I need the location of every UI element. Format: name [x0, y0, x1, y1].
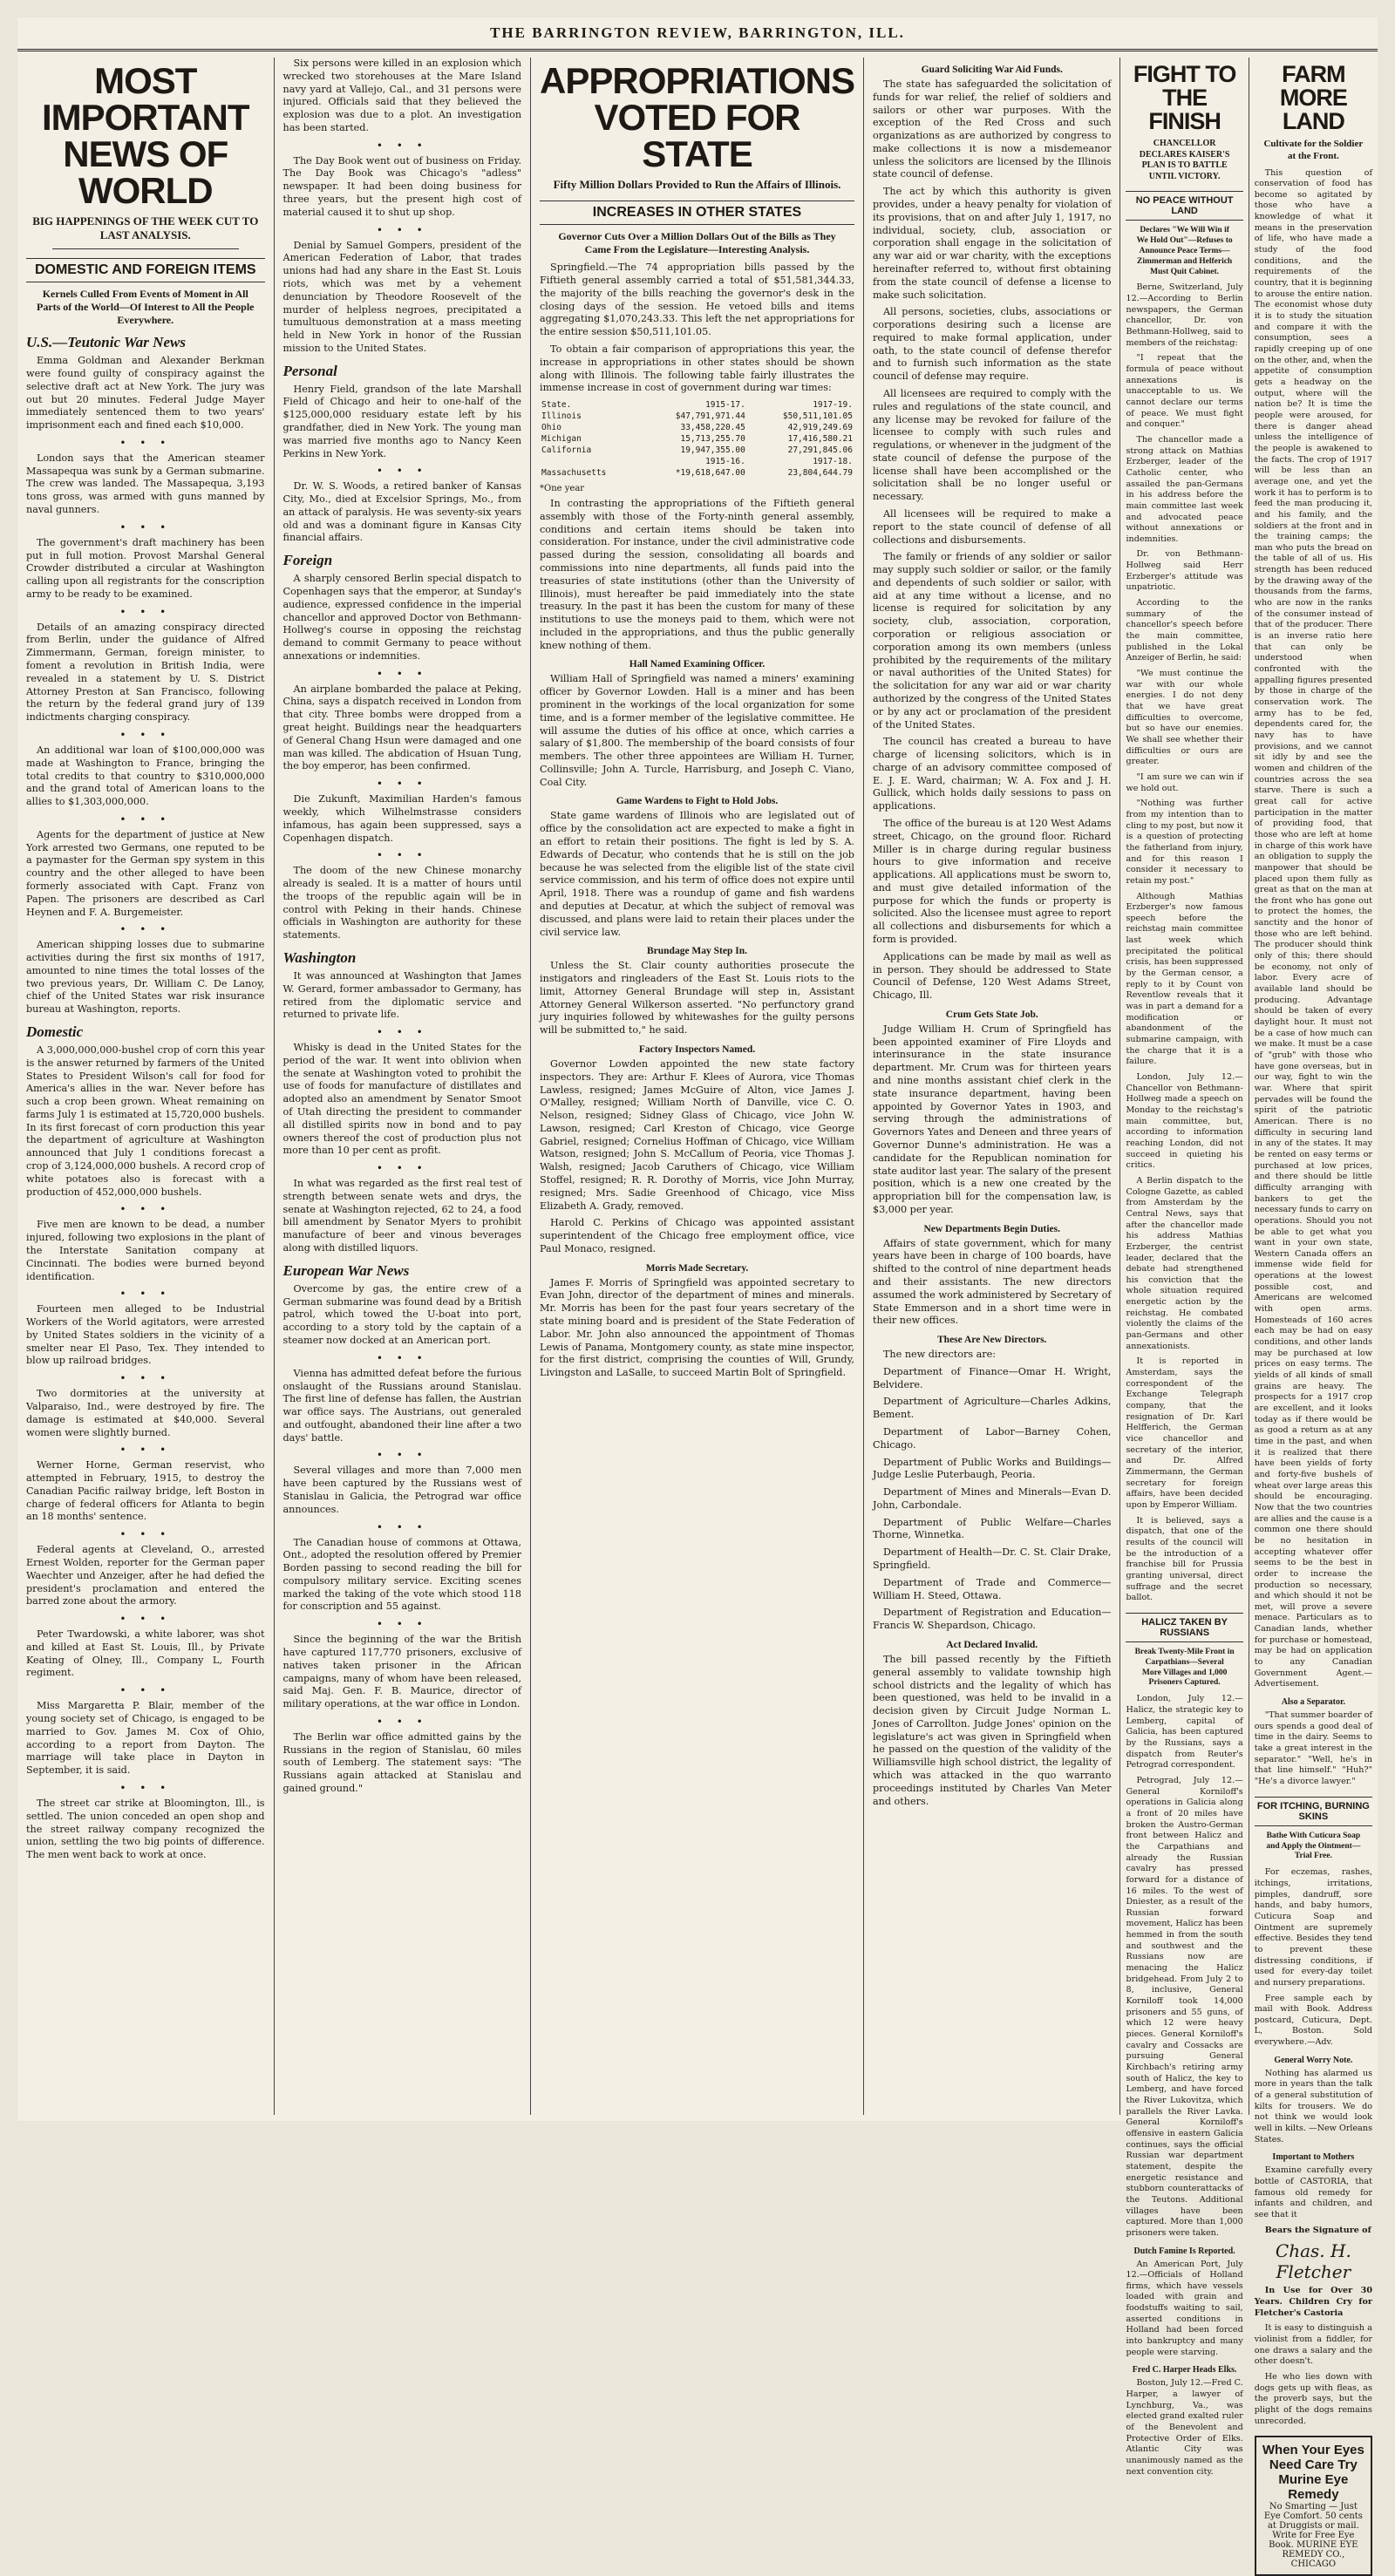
- divider-dots: • • •: [119, 812, 172, 826]
- table-cell: 27,291,845.06: [787, 445, 853, 456]
- table-header: 1915-17.: [705, 400, 745, 411]
- article-paragraph: For eczemas, rashes, itchings, irritations, pimples, dandruff, sore hands, and baby humors, Cuticura Soap and Ointment are supremely effective. Besides they tend to prevent these distressing conditions, if used for every-day toilet and nursery preparations.: [1254, 1867, 1372, 1988]
- headline-appropriations: APPROPRIATIONS VOTED FOR STATE: [540, 60, 854, 174]
- table-note: *One year: [540, 484, 585, 494]
- table-row: [540, 433, 854, 445]
- deck-increases: INCREASES IN OTHER STATES: [540, 201, 854, 225]
- column-2: [275, 58, 532, 2115]
- deck-kernels: Kernels Culled From Events of Moment in All Parts of the World—Of Interest to All the People Everywhere.: [36, 288, 255, 327]
- subhead-new-departments: New Departments Begin Duties.: [923, 1223, 1060, 1234]
- table-cell: 1917-18.: [813, 457, 853, 467]
- divider-dots: • • •: [376, 1715, 428, 1728]
- article-paragraph: Dr. von Bethmann-Hollweg said Herr Erzberger's attitude was unpatriotic.: [1126, 549, 1243, 593]
- subhead-foreign: Foreign: [282, 552, 333, 569]
- article-paragraph: It was announced at Washington that James W. Gerard, former ambassador to Germany, has retired from the diplomatic service and returned to private life.: [282, 969, 522, 1021]
- table-row: [540, 445, 854, 456]
- director-entry: Department of Agriculture—Charles Adkins, Bement.: [872, 1396, 1112, 1421]
- article-paragraph: The doom of the new Chinese monarchy already is sealed. It is a matter of hours until the troops of the republic again will be in control with Peking in their hands. Chinese officials in Washington are authority for these statements.: [282, 865, 522, 941]
- divider-dots: • • •: [119, 1372, 172, 1385]
- subhead-european-war: European War News: [282, 1261, 410, 1279]
- table-cell: 17,416,580.21: [787, 434, 853, 445]
- subhead-game-wardens: Game Wardens to Fight to Hold Jobs.: [616, 796, 779, 807]
- column-4: [864, 58, 1121, 2115]
- article-paragraph: Miss Margaretta P. Blair, member of the young society set of Chicago, is engaged to be married to Gov. James M. Cox of Ohio, according to a report from Dayton. The marriage will take place in Dayton in September, it is said.: [26, 1700, 265, 1777]
- table-row: [540, 411, 854, 422]
- murine-ad-headline: When Your Eyes Need Care Try Murine Eye Remedy: [1262, 2443, 1364, 2503]
- divider-dots: • • •: [376, 1162, 428, 1175]
- article-paragraph: A sharply censored Berlin special dispatch to Copenhagen says that the emperor, at Sunday's audience, expressed confidence in the imperial chancellor and approved Doctor von Bethmann-Hollweg's course in opposing the reichstag demand to commit Germany to peace without annexations or indemnities.: [282, 573, 522, 662]
- article-paragraph: The Day Book went out of business on Friday. The Day Book was Chicago's "adless" newspaper. It had been doing business for three years, but the present high cost of material caused it to shut up shop.: [282, 154, 522, 218]
- deck-governor-cuts: Governor Cuts Over a Million Dollars Out of the Bills as They Came From the Legislature—Interesting Analysis.: [558, 230, 836, 256]
- article-paragraph: London, July 12.—Chancellor von Bethmann-Hollweg made a speech on Monday to the reichstag's main committee, but, according to information reaching London, did not succeed in quieting his critics.: [1126, 1072, 1243, 1171]
- table-cell: [540, 456, 640, 467]
- article-paragraph: The council has created a bureau to have charge of licensing solicitors, which is in charge of an advisory committee composed of E. J. E. Ward, chairman; W. A. Fox and J. H. Gullick, which holds daily sessions to pass on applications.: [872, 736, 1112, 812]
- article-paragraph: The state has safeguarded the solicitation of funds for war relief, the relief of soldiers and sailors or other war purposes. With the exception of the Red Cross and such organizations as are authorized by congress to make collections it is now a misdemeanor unless the solicitors are licensed by the Illinois state council of defense.: [872, 78, 1112, 180]
- article-paragraph: Two dormitories at the university at Valparaiso, Ind., were destroyed by fire. The damage is estimated at $40,000. Several women were slightly burned.: [26, 1388, 265, 1438]
- table-cell: Illinois: [541, 411, 582, 422]
- article-paragraph: Governor Lowden appointed the new state factory inspectors. They are: Arthur F. Klees of Aurora, vice Thomas Lawless, resigned; James McGuire of Alton, vice James J. O'Malley, resigned; William North of Danville, vice C. O. Nelson, resigned; Sidney Glass of Chicago, vice John W. Lawson, resigned; Carl Kreston of Chicago, vice George Gabriel, resigned; Cornelius Hoffman of Chicago, vice William Watson, resigned; John S. McCallum of Peoria, vice Thomas J. Walsh, resigned; Jacob Caruthers of Chicago, vice William Stoffel, resigned; R. R. Dorothy of Morris, vice John Murray, resigned; Mrs. Sadie Greenhood of Chicago, vice Miss Elizabeth A. Grady, removed.: [540, 1057, 854, 1212]
- director-entry: Department of Finance—Omar H. Wright, Belvidere.: [872, 1365, 1112, 1390]
- subhead-worry: General Worry Note.: [1274, 2055, 1353, 2065]
- table-cell: 23,804,644.79: [787, 468, 853, 479]
- article-paragraph: Although Mathias Erzberger's now famous speech before the reichstag main committee last week which precipitated the political crisis, has been suppressed by the German censor, a reply to it by Count von Reventlow reveals that it was in part a demand for a modification or abandonment of the submarine campaign, with the charge that it is a failure.: [1126, 891, 1243, 1067]
- deck-no-peace: NO PEACE WITHOUT LAND: [1126, 191, 1242, 221]
- table-cell: 1915-16.: [705, 457, 745, 467]
- article-paragraph: "That summer boarder of ours spends a good deal of time in the dairy. Seems to take a great interest in the separator." "Well, he's in that line himself." "Huh?" "He's a divorce lawyer.": [1254, 1710, 1372, 1786]
- divider-dots: • • •: [376, 1520, 428, 1533]
- table-row: [540, 456, 854, 467]
- article-paragraph: Six persons were killed in an explosion which wrecked two storehouses at the Mare Island navy yard at Vallejo, Cal., and 31 persons were injured. Officials said that they believed the explosion was due to a plot. An investigation has been started.: [282, 58, 522, 133]
- article-paragraph: Die Zukunft, Maximilian Harden's famous weekly, which Wilhelmstrasse considers infamous, has again been suppressed, says a Copenhagen dispatch.: [282, 793, 522, 844]
- deck-fifty-million: Fifty Million Dollars Provided to Run the Affairs of Illinois.: [553, 178, 841, 191]
- subhead-brundage: Brundage May Step In.: [646, 946, 748, 957]
- article-paragraph: Peter Twardowski, a white laborer, was shot and killed at East St. Louis, Ill., by Private Keating of Olney, Ill., Company L, Fourth regiment.: [26, 1628, 265, 1679]
- article-paragraph: A 3,000,000,000-bushel crop of corn this year is the answer returned by farmers of the United States to President Wilson's call for food for America's allies in the war. Never before has such a crop been grown. Wheat remaining on farms July 1 is estimated at 15,720,000 bushels. In its first forecast of corn production this year the department of agriculture at Washington announced that July 1 conditions forecast a crop of 3,124,000,000 bushels. A record crop of white potatoes also is forecast with a production of 452,000,000 bushels.: [26, 1044, 265, 1198]
- table-cell: Massachusetts: [541, 468, 607, 479]
- article-paragraph: An American Port, July 12.—Officials of Holland firms, which have vessels loaded with grain and foodstuffs waiting to sail, asserted conditions in Holland had been forced into bankruptcy and many people were starving.: [1126, 2259, 1243, 2357]
- table-header-row: [540, 399, 854, 411]
- article-paragraph: The Canadian house of commons at Ottawa, Ont., adopted the resolution offered by Premier Borden passing to second reading the bill for compulsory military service. Exciting scenes marked the taking of the vote which stood 118 for conscription and 55 against.: [282, 1536, 522, 1613]
- headline-most-important: MOST IMPORTANT NEWS OF WORLD: [41, 60, 249, 211]
- divider-dots: • • •: [376, 465, 428, 478]
- divider-dots: • • •: [376, 667, 428, 680]
- subhead-crum: Crum Gets State Job.: [945, 1009, 1038, 1020]
- divider-dots: • • •: [376, 1351, 428, 1364]
- subhead-personal: Personal: [282, 362, 337, 379]
- article-paragraph: This question of conservation of food has become so agitated by those who have a knowledge of what it means in the preservation of life, who have made a study of the food conditions, and the requirements of the country, that it is beginning to arouse the entire nation. The economist whose duty it is to study the situation and compare it with the consumption, sees a rapidly creeping up of one on the other, and, when the appetite of consumption gets a headway on the output, where will the nation be? It is time the people were aroused, for there is danger ahead unless the intelligence of the people is awakened to the facts. The crop of 1917 will be less than an average one, and yet the work it has to perform is to feed the man producing it, and his family, and the soldiers at the front and in the training camps; the man who puts the bread on the table of all of us. His strength has been reduced by the drawing away of the thousands from the farms, who are now in the ranks of the consumer instead of that of the producer. There is an inverse ratio here that can only be understood when confronted with the appalling figures presented by those in charge of the conservation work. The army has to be fed, dependents cared for, the navy has to have provisions, and we cannot sit idly by and see the women and children of the countries across the sea starve. There is such a great call for active participation in the matter of providing food, that those who are left at home in charge of this work have an obligation to supply the manpower that should be placed upon them fully as great as that on the man at the front who has gone out to protect the homes, the sanctity and the honor of those who are left behind. The producer should think only of this; there should be economy, not only of labor. Every acre of available land should be producing. Advantage should be taken of every daylight hour. It must not be a case of how much can we make. It must be a case of "grub" with those who have gone overseas, but in our way, fight to win the war. Where that spirit pervades will be found the spirit of the patriotic American. There is no difficulty in securing land in any of the states. It may be rented on easy terms or purchased at low prices, and there should be little difficulty arranging with bankers to get the necessary funds to carry on operations. Should you not be able to get what you want in your own state, Western Canada offers an immense wide field for operations at the lowest possible cost, and Americans are welcomed with open arms. Homesteads of 160 acres each may be had on easy conditions, and other lands may be purchased at low prices on easy terms. The yields of all kinds of small grains are heavy. The prospects for a 1917 crop are excellent, and it looks today as if there would be as good a return as at any time in the past, and when it is realized that there have been yields of forty and forty-five bushels of wheat over large areas this should be encouraging. Now that the two countries are allies and the cause is a common one there should be no hesitation in accepting whatever offer seems to be the best in order to increase the production so necessary, and which should it not be met, will prove a severe menace. Particulars as to Canadian lands, whether for purchase or homestead, may be had on application to any Canadian Government Agent.—Advertisement.: [1254, 167, 1372, 1689]
- divider-dots: • • •: [119, 1528, 172, 1541]
- newspaper-page: [17, 17, 1378, 2570]
- article-paragraph: Federal agents at Cleveland, O., arrested Ernest Wolden, reporter for the German paper Waechter und Anzeiger, after he had defied the president's proclamation and entered the barred zone about the armory.: [26, 1544, 265, 1607]
- article-paragraph: The new directors are:: [882, 1349, 997, 1361]
- article-paragraph: It is easy to distinguish a violinist from a fiddler, for one draws a salary and the other doesn't.: [1254, 2323, 1372, 2367]
- article-paragraph: It is reported in Amsterdam, says the correspondent of the Exchange Telegraph company, that the resignation of Dr. Karl Helfferich, the German vice chancellor and secretary of the interior, and Dr. Alfred Zimmermann, the German secretary for foreign affairs, have been decided upon by Emperor William.: [1126, 1356, 1243, 1510]
- article-paragraph: Several villages and more than 7,000 men have been captured by the Russians west of Stanislau in Galicia, the Petrograd war office announces.: [282, 1465, 522, 1515]
- castoria-tagline: In Use for Over 30 Years. Children Cry for Fletcher's Castoria: [1254, 2286, 1372, 2318]
- table-header: 1917-19.: [813, 400, 853, 411]
- article-paragraph: Whisky is dead in the United States for the period of the war. It went into oblivion when the senate at Washington voted to prohibit the use of foods for manufacture of distillates and adopted also an amendment by Senator Smoot of Utah directing the president to commander all distilled spirits now in bond and to pay owners thereof the cost of production plus not more than 10 per cent as profit.: [282, 1042, 522, 1157]
- subhead-act-invalid: Act Declared Invalid.: [946, 1639, 1038, 1650]
- director-entry: Department of Mines and Minerals—Evan D. John, Carbondale.: [872, 1486, 1112, 1511]
- article-paragraph: "Nothing was further from my intention than to cling to my post, but now it is a question of protecting the fatherland from injury, and for this reason I consider it necessary to retain my post.": [1126, 799, 1243, 886]
- article-paragraph: "I am sure we can win if we hold out.: [1126, 771, 1243, 793]
- signature-label: Bears the Signature of: [1264, 2225, 1371, 2235]
- divider-dots: • • •: [119, 1203, 172, 1216]
- article-paragraph: Affairs of state government, which for many years have been in charge of 100 boards, have shifted to the control of nine department heads and their assistants. The new directors assumed the work administered by Secretary of State Emmerson and in a short time were in their new offices.: [872, 1237, 1112, 1327]
- table-cell: California: [541, 445, 592, 456]
- subhead-new-directors: These Are New Directors.: [937, 1335, 1047, 1346]
- article-paragraph: Five men are known to be dead, a number injured, following two explosions in the plant of the Interstate Sanitation company at Cincinnati. The bodies were burned beyond identification.: [26, 1219, 265, 1282]
- article-paragraph: Dr. W. S. Woods, a retired banker of Kansas City, Mo., died at Excelsior Springs, Mo., from an attack of paralysis. He was seventy-six years old and was a dominant figure in Kansas City financial affairs.: [282, 480, 522, 544]
- subhead-domestic: Domestic: [26, 1023, 84, 1040]
- columns: [17, 58, 1378, 2570]
- table-cell: $47,791,971.44: [675, 411, 745, 422]
- article-paragraph: All licensees will be required to make a report to the state council of defense of all collections and disbursements.: [872, 508, 1112, 546]
- table-cell: $50,511,101.05: [782, 411, 853, 422]
- article-paragraph: Denial by Samuel Gompers, president of the American Federation of Labor, that trades unions had had any share in the East St. Louis riots, which was met by a vehement denunciation by Theodore Roosevelt of the murder of helpless negroes, precipitated a tumultuous demonstration at a mass meeting held in New York in honor of the Russian mission to the United States.: [282, 239, 522, 354]
- divider-dots: • • •: [376, 849, 428, 862]
- deck-cultivate: Cultivate for the Soldier at the Front.: [1263, 139, 1364, 161]
- divider-dots: • • •: [119, 923, 172, 936]
- murine-ad: [1255, 2436, 1372, 2576]
- divider-dots: • • •: [119, 1781, 172, 1794]
- column-1: [17, 58, 275, 2115]
- column-5b: [1249, 58, 1378, 2570]
- subhead-mothers: Important to Mothers: [1272, 2152, 1355, 2163]
- director-entry: Department of Public Welfare—Charles Thorne, Winnetka.: [872, 1516, 1112, 1541]
- article-paragraph: Emma Goldman and Alexander Berkman were found guilty of conspiracy against the selective draft act at New York. The jury was out but 20 minutes. Federal Judge Mayer immediately sentenced them to two years' imprisonment each and fined each $10,000.: [26, 355, 265, 432]
- table-row: [540, 422, 854, 433]
- article-paragraph: Unless the St. Clair county authorities prosecute the instigators and ringleaders of the East St. Louis riots to the limit, Attorney General Brundage will step in, Assistant Attorney General Wilkerson asserted. "No perfunctory grand jury inquiries followed by whitewashes for the guilty persons will be submitted to," he said.: [540, 960, 854, 1037]
- divider-dots: • • •: [119, 436, 172, 449]
- article-paragraph: Free sample each by mail with Book. Address postcard, Cuticura, Dept. L, Boston. Sold everywhere.—Adv.: [1254, 1993, 1372, 2048]
- article-paragraph: London, July 12.—Halicz, the strategic key to Lemberg, capital of Galicia, has been captured by the Russians, says a dispatch from Reuter's Petrograd correspondent.: [1126, 1694, 1243, 1771]
- article-paragraph: Examine carefully every bottle of CASTORIA, that famous old remedy for infants and children, and see that it: [1254, 2165, 1372, 2219]
- article-paragraph: The bill passed recently by the Fiftieth general assembly to validate township high school districts and the legality of which has been questioned, was held to be invalid in a decision given by Circuit Judge Norman L. Jones of Carrollton. Judge Jones' opinion on the legislature's act was given in Springfield when he passed on the question of the validity of the Williamsville high school district, the legality of which was attacked in the quo warranto proceedings instituted by Charles Van Meter and others.: [872, 1653, 1112, 1807]
- divider-dots: • • •: [376, 139, 428, 152]
- article-paragraph: Berne, Switzerland, July 12.—According to Berlin newspapers, the German chancellor, Dr. von Bethmann-Hollweg, said to members of the reichstag:: [1126, 282, 1243, 348]
- column-5a: [1120, 58, 1249, 2477]
- headline-fight-to-finish: FIGHT TO THE FINISH: [1133, 61, 1236, 134]
- deck-halicz: Break Twenty-Mile Front in Carpathians—Several More Villages and 1,000 Prisoners Captured.: [1134, 1647, 1235, 1688]
- divider-dots: • • •: [119, 605, 172, 618]
- table-cell: Ohio: [541, 423, 561, 433]
- article-paragraph: "I repeat that the formula of peace without annexations is unacceptable to us. We cannot declare our terms of peace. We must fight and conquer.": [1126, 353, 1243, 430]
- section-domestic-foreign: DOMESTIC AND FOREIGN ITEMS: [26, 258, 265, 282]
- subhead-us-teutonic: U.S.—Teutonic War News: [26, 334, 186, 351]
- table-cell: 19,947,355.00: [680, 445, 745, 456]
- article-paragraph: All persons, societies, clubs, associations or corporations desiring such a license are required to make formal application, under oath, to the state council of defense therefor and to furnish such information as the state council of defense may require.: [872, 306, 1112, 383]
- deck-chancellor: CHANCELLOR DECLARES KAISER'S PLAN IS TO BATTLE UNTIL VICTORY.: [1139, 139, 1230, 181]
- article-paragraph: According to the summary of the chancellor's speech before the main committee, published in the Lokal Anzeiger of Berlin, he said:: [1126, 598, 1243, 663]
- divider-dots: • • •: [376, 1449, 428, 1462]
- deck-win-hold-out: Declares "We Will Win if We Hold Out"—Refuses to Announce Peace Terms—Zimmerman and Helferich Must Quit Cabinet.: [1136, 226, 1233, 276]
- director-entry: Department of Trade and Commerce—William H. Steed, Ottawa.: [872, 1576, 1112, 1601]
- article-paragraph: An airplane bombarded the palace at Peking, China, says a dispatch received in London from that city. Three bombs were dropped from a great height. Buildings near the headquarters of General Chang Hsun were damaged and one man was killed. The abdication of Hsuan Tung, the boy emperor, has been confirmed.: [282, 683, 522, 772]
- divider-dots: • • •: [119, 1288, 172, 1301]
- divider-dots: • • •: [376, 1618, 428, 1631]
- article-paragraph: "We must continue the war with our whole energies. I do not deny that we have great difficulties to overcome, but so have our enemies. We shall see whether their difficulties or ours are greater.: [1126, 669, 1243, 767]
- article-paragraph: Henry Field, grandson of the late Marshall Field of Chicago and heir to one-half of the $125,000,000 residuary estate left by his grandfather, died in New York. The young man was married five months ago to Nancy Keen Perkins in New York.: [282, 383, 522, 459]
- article-paragraph: Applications can be made by mail as well as in person. They should be addressed to State Council of Defense, 120 West Adams Street, Chicago, Ill.: [872, 950, 1112, 1002]
- subhead-separator: Also a Separator.: [1281, 1697, 1345, 1708]
- divider-dots: • • •: [119, 728, 172, 741]
- deck-big-happenings: BIG HAPPENINGS OF THE WEEK CUT TO LAST ANALYSIS.: [32, 214, 259, 241]
- subhead-dutch-famine: Dutch Famine Is Reported.: [1133, 2246, 1235, 2256]
- subhead-morris: Morris Made Secretary.: [645, 1262, 749, 1274]
- divider-dots: • • •: [119, 1684, 172, 1697]
- divider-dots: • • •: [376, 1026, 428, 1039]
- article-paragraph: American shipping losses due to submarine activities during the first six months of 1917, amounted to nine times the total losses of the two previous years, Dr. William C. De Lanoy, chief of the United States war risk insurance bureau at Washington, reports.: [26, 939, 265, 1016]
- article-paragraph: To obtain a fair comparison of appropriations this year, the increase in appropriations in other states should be shown along with Illinois. The following table fairly illustrates the immense increase in cost of government during war times:: [540, 343, 854, 394]
- article-paragraph: All licensees are required to comply with the rules and regulations of the state council, and any license may be revoked for failure of the licensee to comply with such rules and regulations, or whenever in the judgment of the state council of defense the purpose of the license shall have been accomplished or the solicitation shall be no longer useful or necessary.: [872, 387, 1112, 503]
- article-paragraph: Fourteen men alleged to be Industrial Workers of the World agitators, were arrested by United States soldiers in the vicinity of a smelter near El Paso, Tex. They intended to blow up railroad bridges.: [26, 1303, 265, 1367]
- director-entry: Department of Health—Dr. C. St. Clair Drake, Springfield.: [872, 1546, 1112, 1572]
- column-3: [531, 58, 864, 2115]
- article-paragraph: An additional war loan of $100,000,000 was made at Washington to France, bringing the total credits to that country to $310,000,000 and the grand total of American loans to the allies to $1,303,000,000.: [26, 744, 265, 808]
- article-paragraph: In what was regarded as the first real test of strength between senate wets and drys, the senate at Washington rejected, 62 to 24, a food bill amendment by Senator Myers to prohibit manufacture of beer and vinous beverages along with distilled liquors.: [282, 1178, 522, 1254]
- article-paragraph: The family or friends of any soldier or sailor may supply such soldier or sailor, or the family and dependents of such soldier or sailor, with aid at any time without a license, and no license is required for solicitation by any society, club, association, corporation, corporation or religious association or corporation among its own members (unless prohibited by the requirements of the military or naval authorities of the United States) for the solicitation for any war aid or war charity authorized by the congress of the United States or by any act or proclamation of the president of the United States.: [872, 551, 1112, 731]
- director-entry: Department of Labor—Barney Cohen, Chicago.: [872, 1426, 1112, 1451]
- director-entry: Department of Registration and Education—Francis W. Shepardson, Chicago.: [872, 1607, 1112, 1632]
- divider-dots: • • •: [119, 1613, 172, 1626]
- column-5: [1120, 58, 1378, 2570]
- table-header: State.: [541, 400, 572, 411]
- divider-dots: • • •: [376, 778, 428, 791]
- article-paragraph: In contrasting the appropriations of the Fiftieth general assembly with those of the Forty-ninth general assembly, conditions and certain items should be taken into consideration. For instance, under the civil administrative code passed during the session, consolidating all boards and commissions into nine departments, all funds paid into the treasuries of state institutions (other than the University of Illinois), must hereafter be paid immediately into the state treasury. In the past it has been the custom for many of these institutions to use the moneys paid to them, which were not included in the appropriations, and thus the public generally knew nothing of them.: [540, 498, 854, 651]
- table-cell: 15,713,255.70: [680, 434, 745, 445]
- table-cell: 33,458,220.45: [680, 423, 745, 433]
- article-paragraph: William Hall of Springfield was named a miners' examining officer by Governor Lowden. Hall is a miner and has been prominent in the workings of the local organization for some time, and is a former member of the legislative committee. He will assume the duties of his office at once, which carries a salary of $1,800. The membership of the board consists of four members. The other three appointees are William H. Turner, Collinsville; John A. Turcle, Harrisburg, and Joseph C. Viano, Coal City.: [540, 673, 854, 788]
- article-paragraph: Boston, July 12.—Fred C. Harper, a lawyer of Lynchburg, Va., was elected grand exalted ruler of the Benevolent and Protective Order of Elks. Atlantic City was unanimously named as the next convention city.: [1126, 2378, 1243, 2477]
- director-entry: Department of Public Works and Buildings—Judge Leslie Puterbaugh, Peoria.: [872, 1456, 1112, 1481]
- divider-dots: • • •: [376, 223, 428, 236]
- article-paragraph: The chancellor made a strong attack on Mathias Erzberger, leader of the Catholic center, who assailed the pan-Germans in his address before the main committee last week and advocated peace without annexations or indemnities.: [1126, 434, 1243, 544]
- article-paragraph: Details of an amazing conspiracy directed from Berlin, under the guidance of Alfred Zimmermann, German, foreign minister, to foment a revolution in British India, were revealed in a statement by U. S. District Attorney Preston at San Francisco, following the return by the federal grand jury of 139 indictments charging conspiracy.: [26, 621, 265, 724]
- article-paragraph: Vienna has admitted defeat before the furious onslaught of the Russians around Stanislau. The first line of defense has fallen, the Austrian war office says. The Austrians, out generaled and outfought, abandoned their line after a two days' battle.: [282, 1367, 522, 1444]
- subhead-guard-soliciting: Guard Soliciting War Aid Funds.: [921, 65, 1063, 75]
- article-paragraph: Since the beginning of the war the British have captured 117,770 prisoners, exclusive of natives taken prisoner in the African campaigns, many of whom have been released, said Maj. Gen. F. B. Maurice, director of military operations, at the war office in London.: [282, 1634, 522, 1710]
- article-paragraph: Judge William H. Crum of Springfield has been appointed examiner of Fire Lloyds and interinsurance in the state insurance department. Mr. Crum was for thirteen years and nine months assistant chief clerk in the state insurance department, having been appointed by Governor Yates in 1903, and serving through the administrations of Governors Yates and Deneen and three years of Governor Dunne's administration. He was a candidate for the Republican nomination for state auditor last year. The salary of the present position, which is a new one created by the appropriation bill for the compensation law, is $3,000 per year.: [872, 1023, 1112, 1215]
- table-cell: 42,919,249.69: [787, 423, 853, 433]
- article-paragraph: Harold C. Perkins of Chicago was appointed assistant superintendent of the Chicago free employment office, vice Paul Monaco, resigned.: [540, 1217, 854, 1254]
- headline-halicz: HALICZ TAKEN BY RUSSIANS: [1126, 1613, 1242, 1642]
- article-paragraph: Springfield.—The 74 appropriation bills passed by the Fiftieth general assembly carried a total of $51,581,344.33, the majority of the bills reaching the governor's desk in the closing days of the session. He vetoed bills and items aggregating $1,070,243.33. This left the net appropriations for the entire session $50,511,101.05.: [540, 262, 854, 338]
- article-paragraph: The act by which this authority is given provides, under a heavy penalty for violation of its provisions, that on and after July 1, 1917, no individual, society, club, association or corporation shall engage in the solicitation of any war aid or war charity, with the exceptions hereinafter referred to, without first obtaining from the state council of defense a license to make such solicitation.: [872, 186, 1112, 301]
- headline-farm-more-land: FARM MORE LAND: [1279, 61, 1347, 134]
- deck-cuticura: Bathe With Cuticura Soap and Apply the Ointment—Trial Free.: [1266, 1831, 1361, 1861]
- article-paragraph: James F. Morris of Springfield was appointed secretary to Evan John, director of the department of mines and minerals. Mr. Morris has been for the past four years secretary of the state mining board and is president of the State Federation of Labor. Mr. John also announced the appointment of Thomas Lewis of Panama, Montgomery county, as state mine inspector, for the first district, comprising the counties of Will, Grundy, Livingston and LaSalle, to succeed Martin Bolt of Springfield.: [540, 1276, 854, 1379]
- divider: [52, 248, 239, 249]
- article-paragraph: The government's draft machinery has been put in full motion. Provost Marshal General Crowder distributed a circular at Washington calling upon all registrants for the conscription army to be ready to be examined.: [26, 536, 265, 600]
- article-paragraph: The office of the bureau is at 120 West Adams street, Chicago, on the ground floor. Richard Miller is in charge during regular business hours to give information and receive applications. All applications must be sworn to, and must give detailed information of the purpose for which the funds or property is solicited. Also the licensee must agree to report all collections and disbursements for which a form is provided.: [872, 817, 1112, 945]
- article-paragraph: Agents for the department of justice at New York arrested two Germans, one reputed to be a paymaster for the German spy system in this country and the other alleged to have been formerly associated with Capt. Franz von Papen. The prisoners are described as Carl Heynen and F. A. Burgemeister.: [26, 828, 265, 918]
- article-paragraph: It is believed, says a dispatch, that one of the results of the council will be the introduction of a franchise bill for Prussia granting universal, direct suffrage and the secret ballot.: [1126, 1515, 1243, 1603]
- table-cell: *19,618,647.00: [675, 468, 745, 479]
- divider-dots: • • •: [119, 1444, 172, 1457]
- appropriations-table: [540, 399, 854, 479]
- article-paragraph: Overcome by gas, the entire crew of a German submarine was found dead by a British patrol, which towed the U-boat into port, according to a story told by the captain of a steamer now docked at an American port.: [282, 1282, 522, 1346]
- article-paragraph: Petrograd, July 12.—General Korniloff's operations in Galicia along a front of 20 miles have broken the Austro-German front between Halicz and the Carpathians and already the Russian cavalry has pressed forward for a distance of 16 miles. To the west of Dniester, as a result of the Russian forward movement, Halicz has been hemmed in from the south and southwest and the Russians now are menacing the Halicz bridgehead. From July 2 to 8, inclusive, General Korniloff took 14,000 prisoners and 55 guns, of which 12 were heavy pieces. General Korniloff's cavalry and Cossacks are pursuing General Kirchbach's retiring army south of Halicz, the key to Lemberg, and have forced the River Lukovitza, which parallels the River Lavka. General Korniloff's offensive in eastern Galicia continues, says the official Russian war department statement, despite the energetic resistance and stubborn counterattacks of the Teutons. Additional villages have been captured. More than 1,000 prisoners were taken.: [1126, 1775, 1243, 2238]
- article-paragraph: London says that the American steamer Massapequa was sunk by a German submarine. The crew was landed. The Massapequa, 3,193 tons gross, was armed with guns manned by naval gunners.: [26, 452, 265, 515]
- subhead-washington: Washington: [282, 948, 357, 966]
- subhead-harper: Fred C. Harper Heads Elks.: [1132, 2365, 1237, 2375]
- divider-dots: • • •: [119, 520, 172, 534]
- headline-itching: FOR ITCHING, BURNING SKINS: [1255, 1797, 1372, 1826]
- article-paragraph: He who lies down with dogs gets up with fleas, as the proverb says, but the plight of the dogs remains unrecorded.: [1254, 2371, 1372, 2426]
- subhead-factory-inspectors: Factory Inspectors Named.: [638, 1043, 756, 1055]
- table-cell: Michigan: [541, 434, 582, 445]
- masthead-title: THE BARRINGTON REVIEW, BARRINGTON, ILL.: [490, 24, 905, 41]
- masthead: [17, 17, 1378, 51]
- article-paragraph: State game wardens of Illinois who are legislated out of office by the consolidation act are expected to make a fight in an effort to retain their positions. The fight is led by S. A. Edwards of Decatur, who contends that he is still on the job because he was selected from the eligible list of the state civil service commission, and his term of office does not expire until April, 1918. There was a roundup of game and fish wardens and deputies at Decatur, at which the subject of removal was discussed, and plans were laid to retain their places under the civil service law.: [540, 810, 854, 938]
- subhead-hall-named: Hall Named Examining Officer.: [629, 659, 766, 670]
- signature-image: Chas. H. Fletcher: [1275, 2240, 1351, 2283]
- article-paragraph: The Berlin war office admitted gains by the Russians in the region of Stanislau, 60 miles south of Lemberg. The statement says: "The Russians again attacked at Stanislau and gained ground.": [282, 1730, 522, 1795]
- article-paragraph: Werner Horne, German reservist, who attempted in February, 1915, to destroy the Canadian Pacific railway bridge, left Boston in charge of federal officers for Atlanta to begin an 18 months' sentence.: [26, 1459, 265, 1523]
- article-paragraph: Nothing has alarmed us more in years than the talk of a general substitution of kilts for trousers. We do not think we would look well in kilts. —New Orleans States.: [1254, 2068, 1372, 2144]
- table-row: [540, 467, 854, 479]
- article-paragraph: A Berlin dispatch to the Cologne Gazette, as cabled from Amsterdam by the Central News, says that after the chancellor made his address Mathias Erzberger, the centrist leader, declared that the debate had strengthened his conviction that the whole situation required energetic action by the reichstag. He combated violently the claims of the pan-Germans and other annexationists.: [1126, 1175, 1243, 1351]
- murine-ad-subtext: No Smarting — Just Eye Comfort. 50 cents at Druggists or mail. Write for Free Eye Book. MURINE EYE REMEDY CO., CHICAGO: [1263, 2502, 1363, 2570]
- article-paragraph: The street car strike at Bloomington, Ill., is settled. The union conceded an open shop and the street railway company recognized the union, settling the two big points of difference. The men went back to work at once.: [26, 1797, 265, 1861]
